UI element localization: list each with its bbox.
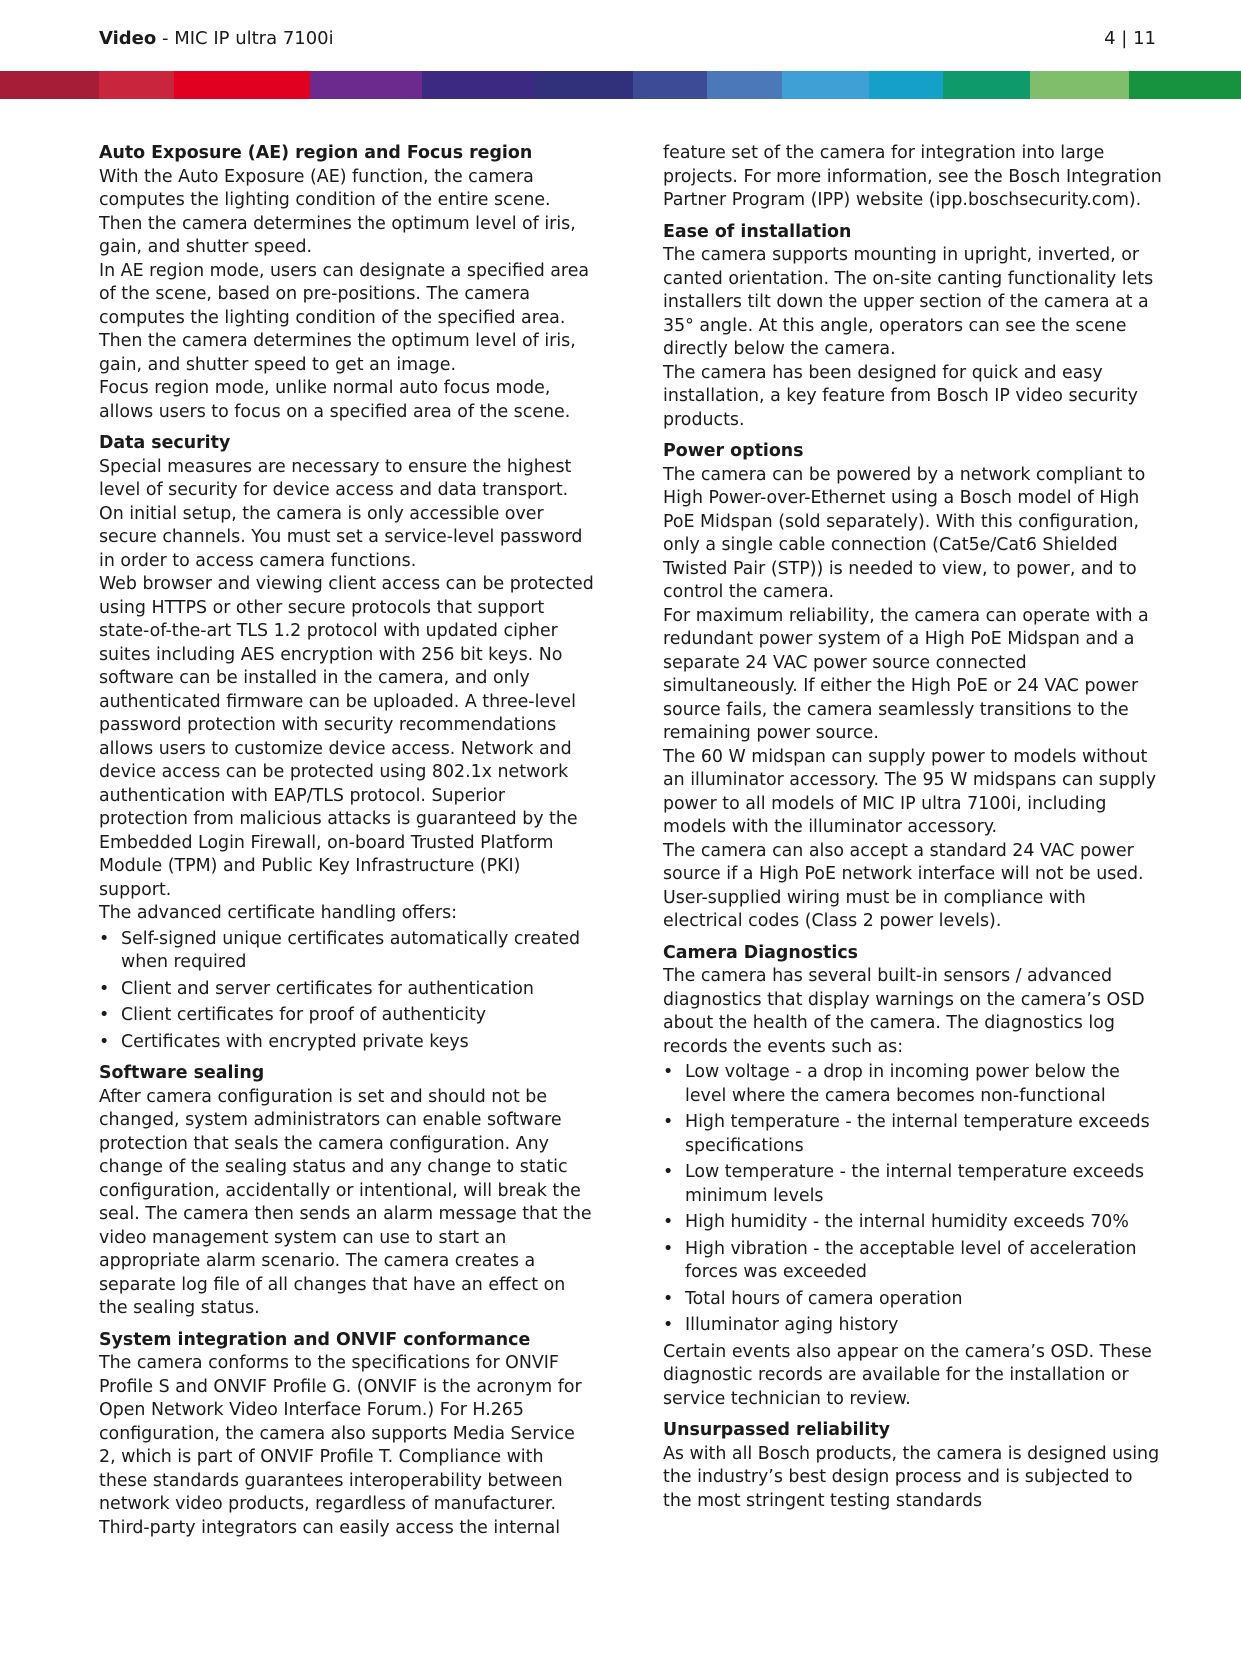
band-segment — [0, 71, 99, 99]
list-item: • Self-signed unique certificates automatically created when required — [99, 928, 594, 975]
doc-product-title: - MIC IP ultra 7100i — [156, 28, 334, 49]
list-item: • Client and server certificates for authentication — [99, 978, 594, 1002]
doc-category: Video — [99, 28, 157, 49]
paragraph: Special measures are necessary to ensure the highest level of security for device access and data transport. On initial setup, the camera is only accessible over secure channels. You must set a service-level password in order to access camera functions. — [99, 456, 583, 571]
paragraph: After camera configuration is set and should not be changed, system administrators can enable software protection that seals the camera configuration. Any change of the sealing status and any change to static configuration, accidentally or intentional, will break the seal. The camera then sends an alarm message that the video management system can use to start an appropriate alarm scenario. The camera creates a separate log file of all changes that have an effect on the sealing status. — [99, 1086, 592, 1318]
paragraph: The advanced certificate handling offers: — [99, 903, 458, 923]
section-software-sealing — [99, 1062, 594, 1321]
section-heading: Software sealing — [99, 1063, 265, 1083]
page-number: 4 | 11 — [1104, 28, 1156, 49]
list-item: • Low temperature - the internal temperature exceeds minimum levels — [663, 1161, 1163, 1208]
paragraph: Focus region mode, unlike normal auto focus mode, allows users to focus on a specified area of the scene. — [99, 378, 571, 422]
band-segment — [1030, 71, 1129, 99]
paragraph: Web browser and viewing client access can be protected using HTTPS or other secure protocols that support state-of-the-art TLS 1.2 protocol with updated cipher suites including AES encryption with 256 bit keys. No software can be installed in the camera, and only authenticated firmware can be uploaded. A three-level password protection with security recommendations allows users to customize device access. Network and device access can be protected using 802.1x network authentication with EAP/TLS protocol. Superior protection from malicious attacks is guaranteed by the Embedded Login Firewall, on-board Trusted Platform Module (TPM) and Public Key Infrastructure (PKI) support. — [99, 574, 594, 900]
list-item: • High vibration - the acceptable level of acceleration forces was exceeded — [663, 1238, 1163, 1285]
list-item: • Illuminator aging history — [663, 1314, 1163, 1338]
paragraph: The camera has several built-in sensors / advanced diagnostics that display warnings on the camera’s OSD about the health of the camera. The diagnostics log records the events such as: — [663, 966, 1145, 1057]
band-segment — [869, 71, 943, 99]
band-segment — [782, 71, 869, 99]
section-heading: Camera Diagnostics — [663, 942, 858, 963]
band-segment — [422, 71, 534, 99]
band-segment — [633, 71, 707, 99]
section-heading: Auto Exposure (AE) region and Focus region — [99, 143, 533, 163]
band-segment — [174, 71, 311, 99]
page-header — [99, 28, 1156, 54]
paragraph: The camera can also accept a standard 24 VAC power source if a High PoE network interface will not be used. User-supplied wiring must be in compliance with electrical codes (Class 2 power levels). — [663, 840, 1144, 931]
paragraph: The camera can be powered by a network compliant to High Power-over-Ethernet using a Bosch model of High PoE Midspan (sold separately). With this configuration, only a single cable connection (Cat5e/Cat6 Shielded Twisted Pair (STP)) is needed to view, to power, and to control the camera. — [663, 464, 1146, 602]
section-heading: Data security — [99, 433, 231, 453]
section-heading: Power options — [663, 441, 804, 461]
band-segment — [310, 71, 422, 99]
paragraph: The 60 W midspan can supply power to models without an illuminator accessory. The 95 W midspans can supply power to all models of MIC IP ultra 7100i, including models with the illuminator accessory. — [663, 746, 1157, 837]
paragraph: The camera conforms to the specifications for ONVIF Profile S and ONVIF Profile G. (ONVIF is the acronym for Open Network Video Interface Forum.) For H.265 configuration, the camera also supports Media Service 2, which is part of ONVIF Profile T. Compliance with these standards guarantees interoperability between network video products, regardless of manufacturer. Third-party integrators can easily access the internal — [99, 1353, 582, 1538]
list-item: • Low voltage - a drop in incoming power below the level where the camera becomes non-functional — [663, 1061, 1163, 1108]
list-item: • High temperature - the internal temperature exceeds specifications — [663, 1111, 1163, 1158]
band-segment — [943, 71, 1030, 99]
list-item: • High humidity - the internal humidity exceeds 70% — [663, 1211, 1163, 1235]
paragraph: For maximum reliability, the camera can operate with a redundant power system of a High PoE Midspan and a separate 24 VAC power source connected simultaneously. If either the High PoE or 24 VAC power source fails, the camera seamlessly transitions to the remaining power source. — [663, 605, 1149, 743]
paragraph: In AE region mode, users can designate a specified area of the scene, based on pre-positions. The camera computes the lighting condition of the specified area. Then the camera determines the optimum level of iris, gain, and shutter speed to get an image. — [99, 260, 590, 375]
band-segment — [1129, 71, 1241, 99]
list-item: • Client certificates for proof of authenticity — [99, 1004, 594, 1028]
section-ease-of-installation — [663, 221, 1163, 433]
brand-color-band — [0, 71, 1241, 99]
paragraph: The camera supports mounting in upright, inverted, or canted orientation. The on-site canting functionality lets installers tilt down the upper section of the camera at a 35° angle. At this angle, operators can see the scene directly below the camera. — [663, 245, 1154, 359]
paragraph: As with all Bosch products, the camera is designed using the industry’s best design process and is subjected to the most stringent testing standards — [663, 1443, 1160, 1511]
section-unsurpassed-reliability — [663, 1419, 1163, 1513]
diagnostics-list — [663, 1061, 1163, 1338]
section-onvif-continued — [663, 142, 1163, 213]
right-column — [663, 142, 1163, 1521]
certificate-list — [99, 928, 594, 1055]
paragraph: With the Auto Exposure (AE) function, the camera computes the lighting condition of the entire scene. Then the camera determines the optimum level of iris, gain, and shutter speed. — [99, 166, 576, 257]
section-power-options — [663, 440, 1163, 934]
paragraph: The camera has been designed for quick and easy installation, a key feature from Bosch IP video security products. — [663, 362, 1138, 430]
paragraph: Certain events also appear on the camera’s OSD. These diagnostic records are available for the installation or service technician to review. — [663, 1341, 1152, 1409]
section-heading: Ease of installation — [663, 221, 852, 242]
band-segment — [707, 71, 781, 99]
section-heading: System integration and ONVIF conformance — [99, 1329, 531, 1350]
section-heading: Unsurpassed reliability — [663, 1420, 891, 1440]
band-segment — [534, 71, 633, 99]
band-segment — [99, 71, 173, 99]
section-data-security — [99, 432, 594, 1054]
section-ae-region — [99, 142, 594, 424]
list-item: • Total hours of camera operation — [663, 1288, 1163, 1312]
paragraph: feature set of the camera for integration into large projects. For more information, see the Bosch Integration Partner Program (IPP) website (ipp.boschsecurity.com). — [663, 143, 1162, 210]
list-item: • Certificates with encrypted private keys — [99, 1031, 594, 1055]
section-onvif — [99, 1329, 594, 1541]
section-camera-diagnostics — [663, 942, 1163, 1412]
left-column — [99, 142, 594, 1548]
